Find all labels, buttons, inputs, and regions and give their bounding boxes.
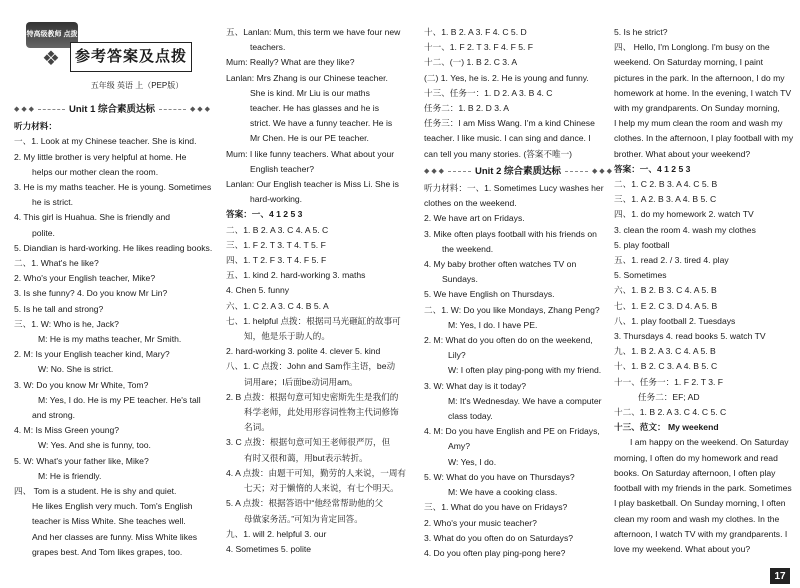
page-subtitle: 五年级 英语 上（PEP版）	[90, 81, 184, 90]
text-line: 5. W: What do you have on Thursdays?	[424, 471, 575, 482]
text-line: 八、1. play football 2. Tuesdays	[614, 315, 736, 326]
text-line: 七天；对于懒惰的人来说，有七个明天。	[244, 483, 399, 494]
text-line: He likes English very much. Tom's English	[32, 501, 193, 512]
text-line: 3. clean the room 4. wash my clothes	[614, 224, 756, 235]
text-line: 4. Chen 5. funny	[226, 285, 290, 296]
text-line: I help my mum clean the room and wash my	[614, 118, 783, 129]
text-line: 六、1. B 2. B 3. C 4. A 5. B	[614, 285, 717, 296]
book-icon: ❖	[42, 48, 60, 70]
text-line: 5. A 点拨：根据答语中“他经常帮助他的父	[226, 498, 384, 509]
text-line: 2. M: What do you often do on the weekend,	[424, 335, 593, 346]
text-line: 4. Sometimes 5. polite	[226, 543, 312, 554]
text-line: 4. A 点拨：由题干可知，勤劳的人来说，一周有	[226, 467, 407, 478]
text-line: homework at home. In the evening, I watch TV	[614, 87, 792, 98]
text-line: 七、1. helpful 点拨：根据司马光砸缸的故事可	[226, 315, 401, 326]
text-line: 一、1. Look at my Chinese teacher. She is kind.	[14, 136, 197, 147]
text-line: 二、1. What's he like?	[14, 258, 99, 269]
text-line: 3. He is my maths teacher. He is young. Sometimes	[14, 182, 212, 193]
text-line: Amy?	[448, 441, 470, 452]
text-line: 二、1. C 2. B 3. A 4. C 5. B	[614, 179, 718, 190]
text-line: Mr Chen. He is our PE teacher.	[250, 133, 369, 144]
text-line: 词用are；I后面be动词用am。	[244, 376, 358, 387]
unit2-title: Unit 2 综合素质达标	[474, 165, 562, 177]
text-line: Lanlan: Mrs Zhang is our Chinese teacher.	[226, 72, 388, 83]
text-line: 四、 Tom is a student. He is shy and quiet.	[14, 486, 177, 497]
text-line: he is strict.	[32, 197, 74, 208]
page-number: 17	[770, 568, 790, 584]
text-line: English teacher?	[250, 163, 315, 174]
text-line: 2. Who's your music teacher?	[424, 517, 537, 528]
text-line: 5. Sometimes	[614, 270, 667, 281]
text-line: the weekend.	[442, 243, 494, 254]
text-line: teachers.	[250, 42, 286, 53]
text-line: And her classes are funny. Miss White likes	[32, 531, 198, 542]
text-line: M: He is friendly.	[38, 470, 102, 481]
text-line: 听力材料：一、1. Sometimes Lucy washes her	[424, 183, 604, 194]
text-line: hard-working.	[250, 194, 303, 205]
text-line: M: It's Wednesday. We have a computer	[448, 395, 602, 406]
text-line: 4. This girl is Huahua. She is friendly and	[14, 212, 171, 223]
text-line: 3. W: Do you know Mr White, Tom?	[14, 379, 149, 390]
text-line: 科学老师，此处用形容词性物主代词修饰	[244, 407, 399, 418]
column-3	[424, 25, 612, 561]
text-line: 名词。	[244, 422, 270, 433]
text-line: class today.	[448, 411, 493, 422]
text-line: 3. Mike often plays football with his friends on	[424, 228, 597, 239]
text-line: 四、 Hello, I'm Longlong. I'm busy on the	[614, 42, 770, 53]
text-line: 5. Is he strict?	[614, 27, 668, 37]
text-line: 3. Thursdays 4. read books 5. watch TV	[614, 331, 766, 342]
text-line: 母做家务活。”可知为肯定回答。	[244, 513, 363, 524]
text-line: can tell you many stories. (答案不唯一)	[424, 148, 573, 159]
text-line: 十二、(一) 1. B 2. C 3. A	[424, 57, 518, 68]
text-line: 5. play football	[614, 239, 670, 250]
text-line: 听力材料：	[14, 121, 57, 132]
header	[14, 22, 210, 100]
text-line: 4. Do you often play ping-pong here?	[424, 547, 566, 558]
text-line: 三、1. What do you have on Fridays?	[424, 502, 568, 513]
text-line: 3. Is she funny? 4. Do you know Mr Lin?	[14, 288, 168, 299]
text-line: M: Yes, I do. He is my PE teacher. He's tall	[38, 394, 201, 405]
text-line: 五、1. read 2. / 3. tired 4. play	[614, 255, 729, 266]
text-line: brother. What about your weekend?	[614, 148, 751, 159]
text-line: 任务二：EF; AD	[638, 391, 700, 402]
text-line: clothes. In the afternoon, I play football with my	[614, 133, 794, 144]
text-line: 五、1. kind 2. hard-working 3. maths	[226, 270, 366, 281]
text-line: 2. B 点拨：根据句意可知史密斯先生是我们的	[226, 391, 399, 402]
text-line: grapes best. And Tom likes grapes, too.	[32, 546, 183, 557]
unit2-heading: ◆ ◆ ◆ Unit 2 综合素质达标 ◆ ◆ ◆	[424, 164, 612, 179]
text-line: 5. We have English on Thursdays.	[424, 289, 555, 300]
text-line: 十一、1. F 2. T 3. F 4. F 5. F	[424, 42, 534, 53]
text-line: Lanlan: Our English teacher is Miss Li. She is	[226, 179, 399, 190]
text-line: pictures in the park. In the afternoon, I do my	[614, 72, 785, 83]
text-line: M: He is my maths teacher, Mr Smith.	[38, 334, 182, 345]
text-line: 九、1. will 2. helpful 3. our	[226, 528, 327, 539]
text-line: 十一、任务一：1. F 2. T 3. F	[614, 376, 724, 387]
text-line: clothes on the weekend.	[424, 198, 517, 209]
column-1	[14, 22, 213, 560]
text-line: 二、1. W: Do you like Mondays, Zhang Peng?	[424, 304, 600, 315]
text-line: 九、1. B 2. A 3. C 4. A 5. B	[614, 346, 716, 357]
column-2	[226, 25, 416, 557]
column-4	[614, 25, 794, 557]
text-line: 3. C 点拨：根据句意可知王老师很严厉，但	[226, 437, 391, 448]
text-line: M: Yes, I do. I have PE.	[448, 319, 538, 330]
logo: 特高级教师 点拨	[26, 22, 78, 48]
text-line: 2. My little brother is very helpful at home. He	[14, 151, 187, 162]
model-essay: I am happy on the weekend. On Saturday morning, I often do my homework and read books. On Saturday afternoon, I often play football with my friends in the park. Sometimes I play basketball. On Sunday morning, I often clean my room and wash my clothes. In the afternoon, I watch TV with my grandparents. I love my weekend. What about you?	[614, 437, 792, 554]
text-line: 2. Who's your English teacher, Mike?	[14, 273, 156, 284]
text-line: teacher. He has glasses and he is	[250, 103, 379, 114]
text-line: 任务二：1. B 2. D 3. A	[424, 103, 510, 114]
text-line: She is kind. Mr Liu is our maths	[250, 87, 370, 98]
text-line: 二、1. B 2. A 3. C 4. A 5. C	[226, 224, 329, 235]
page-title: 参考答案及点拨	[70, 42, 192, 72]
text-line: M: We have a cooking class.	[448, 487, 558, 498]
text-line: 4. M: Do you have English and PE on Fridays,	[424, 426, 600, 437]
text-line: 5. Diandian is hard-working. He likes reading books.	[14, 242, 213, 253]
text-line: strict. We have a funny teacher. He is	[250, 118, 393, 129]
text-line: 六、1. C 2. A 3. C 4. B 5. A	[226, 300, 329, 311]
text-line: weekend. On Saturday morning, I paint	[614, 57, 764, 68]
text-line: Mum: Really? What are they like?	[226, 57, 355, 68]
text-line: 任务三：I am Miss Wang. I'm a kind Chinese	[424, 118, 595, 129]
text-line: W: Yes. And she is funny, too.	[38, 440, 151, 451]
text-line: 十、1. B 2. C 3. A 4. B 5. C	[614, 361, 718, 372]
text-line: 十二、1. B 2. A 3. C 4. C 5. C	[614, 407, 727, 418]
text-line: 有时又很和蔼，用but表示转折。	[244, 452, 368, 463]
text-line: W: Yes, I do.	[448, 456, 497, 467]
text-line: 5. Is he tall and strong?	[14, 303, 104, 314]
text-line: 答案：一、4 1 2 5 3	[614, 163, 691, 174]
text-line: 4. M: Is Miss Green young?	[14, 425, 120, 436]
text-line: 知，他是乐于助人的。	[244, 331, 330, 342]
text-line: helps our mother clean the room.	[32, 166, 159, 177]
text-line: Lily?	[448, 350, 466, 361]
text-line: with my grandparents. On Sunday morning,	[614, 103, 780, 114]
text-line: 十三、任务一：1. D 2. A 3. B 4. C	[424, 87, 553, 98]
text-line: teacher is Miss White. She teaches well.	[32, 516, 186, 527]
text-line: 三、1. W: Who is he, Jack?	[14, 318, 119, 329]
text-line: 3. What do you often do on Saturdays?	[424, 532, 574, 543]
text-line: polite.	[32, 227, 55, 238]
text-line: 五、Lanlan: Mum, this term we have four new	[226, 27, 401, 37]
text-line: 3. W: What day is it today?	[424, 380, 527, 391]
text-line: 七、1. E 2. C 3. D 4. A 5. B	[614, 300, 718, 311]
unit1-heading: ◆ ◆ ◆ Unit 1 综合素质达标 ◆ ◆ ◆	[14, 102, 210, 117]
text-line: W: No. She is strict.	[38, 364, 114, 375]
text-line: and strong.	[32, 410, 75, 421]
text-line: 2. We have art on Fridays.	[424, 213, 525, 224]
text-line: 答案：一、4 1 2 5 3	[226, 209, 303, 220]
text-line: teacher. I like music. I can sing and dance. I	[424, 133, 591, 144]
text-line: 5. W: What's your father like, Mike?	[14, 455, 149, 466]
text-line: 八、1. C 点拨：John and Sam作主语，be动	[226, 361, 396, 372]
text-line: 十、1. B 2. A 3. F 4. C 5. D	[424, 27, 527, 37]
text-line: W: I often play ping-pong with my friend.	[448, 365, 602, 376]
text-line: Sundays.	[442, 274, 478, 285]
essay-title: 十三、范文： My weekend	[614, 422, 719, 433]
unit1-title: Unit 1 综合素质达标	[68, 104, 156, 115]
text-line: 三、1. A 2. B 3. A 4. B 5. C	[614, 194, 717, 205]
text-line: Mum: I like funny teachers. What about your	[226, 148, 395, 159]
text-line: 4. My baby brother often watches TV on	[424, 259, 577, 270]
text-line: 四、1. T 2. F 3. T 4. F 5. F	[226, 255, 327, 266]
text-line: (二) 1. Yes, he is. 2. He is young and funny.	[424, 72, 589, 83]
text-line: 2. hard-working 3. polite 4. clever 5. kind	[226, 346, 381, 357]
text-line: 四、1. do my homework 2. watch TV	[614, 209, 754, 220]
text-line: 三、1. F 2. T 3. T 4. T 5. F	[226, 239, 326, 250]
text-line: 2. M: Is your English teacher kind, Mary?	[14, 349, 170, 360]
